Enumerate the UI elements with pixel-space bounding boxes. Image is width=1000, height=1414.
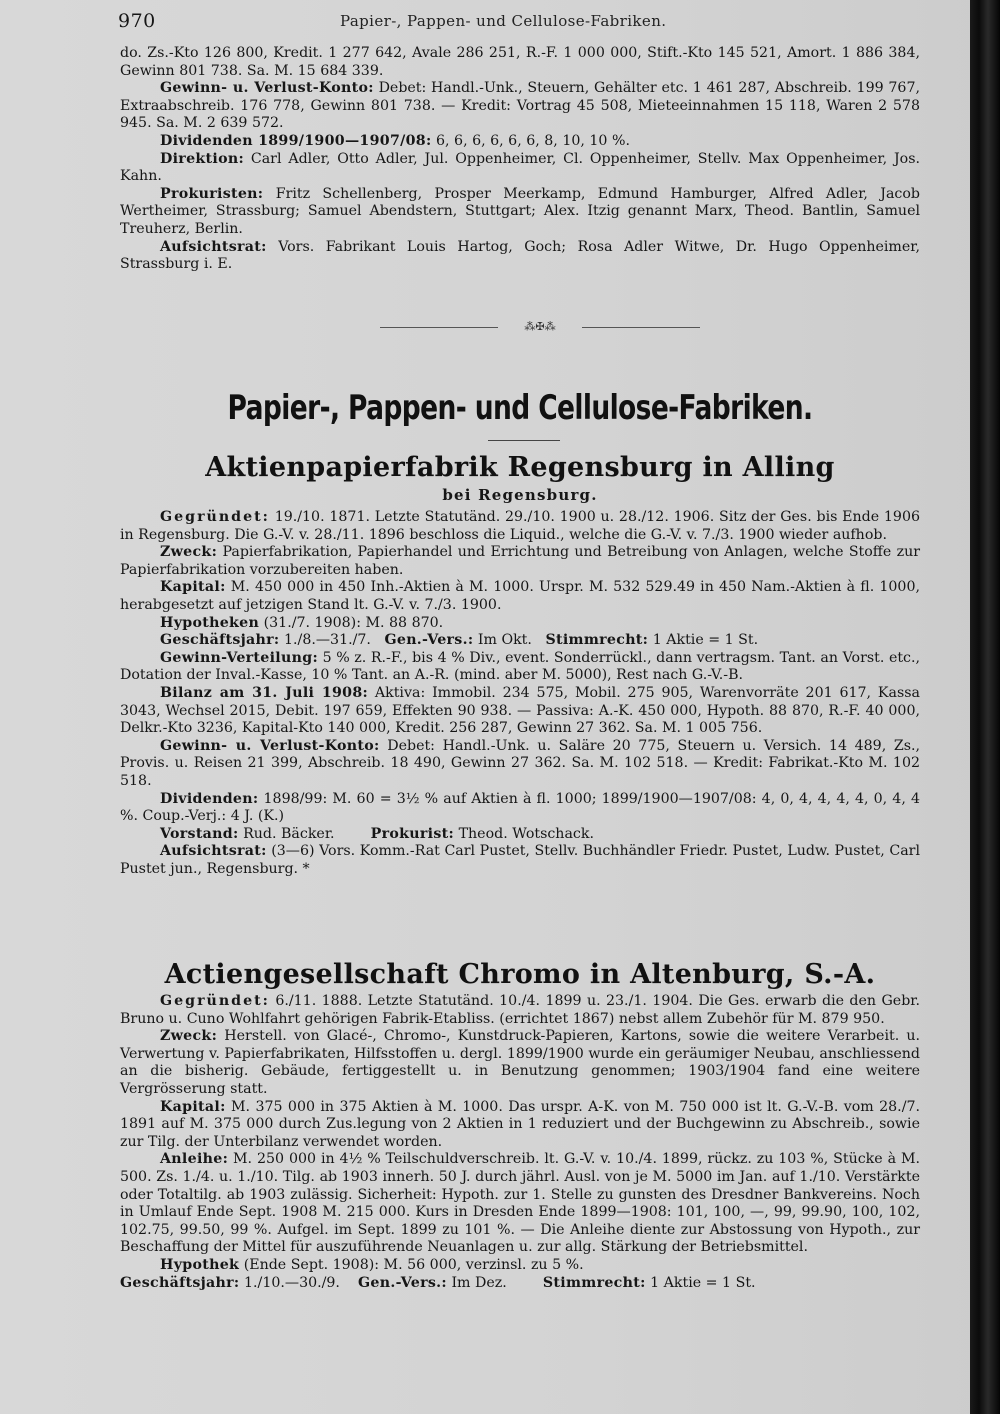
- profit-distribution: Gewinn-Verteilung: 5 % z. R.-F., bis 4 % Div., event. Sonderrückl., dann vertragsm. Tant. an Vorst. etc., Dotation der Inval.-Kasse, 10 % Tant. an A.-R. (mind. aber M. 5000), Rest nach G.-V.-B.: [120, 649, 921, 684]
- company-title-chromo: Actiengesellschaft Chromo in Altenburg, S.-A.: [164, 959, 876, 990]
- section-title: Papier-, Pappen- und Cellulose-Fabriken.: [227, 388, 813, 428]
- founded: Gegründet: 19./10. 1871. Letzte Statutänd. 29./10. 1900 u. 28./12. 1906. Sitz der Ges. bis Ende 1906 in Regensburg. Die G.-V. v. 28./11. 1896 beschloss die Liquid., welche die G.-V. v. 7./3. 1900 wieder aufhob.: [120, 509, 921, 543]
- purpose: Zweck: Papierfabrikation, Papierhandel und Errichtung und Betreibung von Anlagen, welche Stoffe zur Papierfabrikation vorzubereiten haben.: [120, 544, 920, 578]
- management: Vorstand: Rud. Bäcker. Prokurist: Theod. Wotschack.: [160, 825, 594, 842]
- page-header: [118, 10, 948, 32]
- running-head: Papier-, Pappen- und Cellulose-Fabriken.: [340, 12, 667, 30]
- divider-line-right: [582, 327, 700, 328]
- capital: Kapital: M. 375 000 in 375 Aktien à M. 1000. Das urspr. A-K. von M. 750 000 ist lt. G.-V.-B. vom 28./7. 1891 auf M. 375 000 durch Zus.legung von 2 Aktien in 1 reduziert und der Buchgewinn zu Abschreib., sowie zur Tilg. der Unterbilanz verwendet worden.: [120, 1098, 921, 1150]
- company-entry-regensburg: [120, 509, 920, 878]
- fiscal-year: Geschäftsjahr: 1./8.—31./7. Gen.-Vers.: Im Okt. Stimmrecht: 1 Aktie = 1 St.: [160, 632, 759, 649]
- purpose: Zweck: Herstell. von Glacé-, Chromo-, Kunstdruck-Papieren, Kartons, sowie die weitere Verarbeit. u. Verwertung v. Papierfabrikaten, Hilfsstoffen u. dergl. 1899/1900 wurde ein geräumiger Neubau, anschliessend an die bisherig. Gebäude, fertiggestellt u. in Benutzung genommen; 1903/1904 fand eine weitere Vergrösserung statt.: [120, 1028, 921, 1097]
- company-entry-chromo: [120, 993, 920, 1292]
- divider-ornament: ⁂✠⁂: [524, 320, 556, 333]
- bond-issue: Anleihe: M. 250 000 in 4½ % Teilschuldverschreib. lt. G.-V. v. 10./4. 1899, rückz. zu 103 %, Stücke à M. 500. Zs. 1./4. u. 1./10. Tilg. ab 1903 innerh. 50 J. durch jährl. Ausl. von je M. 5000 im Jan. auf 1./10. Verstärkte oder Totaltilg. ab 1903 zulässig. Sicherheit: Hypoth. zur 1. Stelle zu gunsten des Dresdner Bankvereins. Noch in Umlauf Ende Sept. 1908 M. 215 000. Kurs in Dresden Ende 1899—1908: 101, 100, —, 99, 99.90, 100, 102, 102.75, 99.50, 99 %. Aufgel. im Sept. 1899 zu 101 %. — Die Anleihe diente zur Abstossung von Hypoth., zur Beschaffung der Mittel für auszuführende Neuanlagen u. zur allg. Stärkung der Betriebsmittel.: [120, 1151, 920, 1256]
- aufsichtsrat: Aufsichtsrat: Vors. Fabrikant Louis Hartog, Goch; Rosa Adler Witwe, Dr. Hugo Oppenheimer, Strassburg i. E.: [120, 238, 921, 273]
- company-title-regensburg: Aktienpapierfabrik Regensburg in Alling: [205, 452, 835, 483]
- dividends: Dividenden 1899/1900—1907/08: 6, 6, 6, 6, 6, 6, 8, 10, 10 %.: [160, 132, 630, 149]
- pl-account: Gewinn- u. Verlust-Konto: Debet: Handl.-Unk. u. Saläre 20 775, Steuern u. Versich. 14 489, Zs., Provis. u. Reisen 21 399, Abschreib. 18 490, Gewinn 27 362. Sa. M. 102 518. — Kredit: Fabrikat.-Kto M. 102 518.: [120, 737, 921, 789]
- company-subtitle: bei Regensburg.: [442, 486, 598, 504]
- capital: Kapital: M. 450 000 in 450 Inh.-Aktien à M. 1000. Urspr. M. 532 529.49 in 450 Nam.-Aktien à fl. 1000, herabgesetzt auf jetzigen Stand lt. G.-V. v. 7./3. 1900.: [120, 579, 920, 613]
- section-divider: [380, 321, 700, 333]
- direktion: Direktion: Carl Adler, Otto Adler, Jul. Oppenheimer, Cl. Oppenheimer, Stellv. Max Oppenheimer, Jos. Kahn.: [120, 150, 920, 185]
- title-rule: [488, 440, 560, 441]
- scan-dark-edge: [970, 0, 1000, 1414]
- balance-sheet: Bilanz am 31. Juli 1908: Aktiva: Immobil. 234 575, Mobil. 275 905, Warenvorräte 201 617, Kassa 3043, Wechsel 2015, Debit. 197 659, Effekten 90 938. — Passiva: A.-K. 450 000, Hypoth. 88 870, R.-F. 40 000, Delkr.-Kto 3236, Kapital-Kto 140 000, Kredit. 256 287, Gewinn 27 362. Sa. M. 1 005 756.: [120, 684, 920, 737]
- supervisory-board: Aufsichtsrat: (3—6) Vors. Komm.-Rat Carl Pustet, Stellv. Buchhändler Friedr. Pustet, Ludw. Pustet, Carl Pustet jun., Regensburg. *: [120, 843, 920, 877]
- divider-line-left: [380, 327, 498, 328]
- pl-account: Gewinn- u. Verlust-Konto: Debet: Handl.-Unk., Steuern, Gehälter etc. 1 461 287, Abschreib. 199 767, Extraabschreib. 176 778, Gewinn 801 738. — Kredit: Vortrag 45 508, Mieteeinnahmen 15 118, Waren 2 578 945. Sa. M. 2 639 572.: [120, 80, 920, 132]
- mortgage: Hypothek (Ende Sept. 1908): M. 56 000, verzinsl. zu 5 %.: [160, 1256, 584, 1273]
- previous-entry-continuation: [120, 45, 920, 274]
- mortgages: Hypotheken (31./7. 1908): M. 88 870.: [160, 614, 444, 631]
- founded: Gegründet: 6./11. 1888. Letzte Statutänd. 10./4. 1899 u. 23./1. 1904. Die Ges. erwarb die den Gebr. Bruno u. Cuno Wohlfahrt gehörigen Fabrik-Etabliss. (errichtet 1867) nebst allem Zubehör für M. 879 950.: [120, 993, 921, 1027]
- page-number: 970: [118, 10, 156, 32]
- dividends: Dividenden: 1898/99: M. 60 = 3½ % auf Aktien à fl. 1000; 1899/1900—1907/08: 4, 0, 4, 4, 4, 4, 0, 4, 4 %. Coup.-Verj.: 4 J. (K.): [120, 790, 920, 825]
- fiscal-year: Geschäftsjahr: 1./10.—30./9. Gen.-Vers.: Im Dez. Stimmrecht: 1 Aktie = 1 St.: [120, 1274, 756, 1291]
- prokuristen: Prokuristen: Fritz Schellenberg, Prosper Meerkamp, Edmund Hamburger, Alfred Adler, Jacob Wertheimer, Strassburg; Samuel Abendstern, Stuttgart; Alex. Itzig genannt Marx, Theod. Bantlin, Samuel Treuherz, Berlin.: [120, 185, 921, 237]
- accounts-line: do. Zs.-Kto 126 800, Kredit. 1 277 642, Avale 286 251, R.-F. 1 000 000, Stift.-Kto 145 521, Amort. 1 886 384, Gewinn 801 738. Sa. M. 15 684 339.: [120, 45, 920, 79]
